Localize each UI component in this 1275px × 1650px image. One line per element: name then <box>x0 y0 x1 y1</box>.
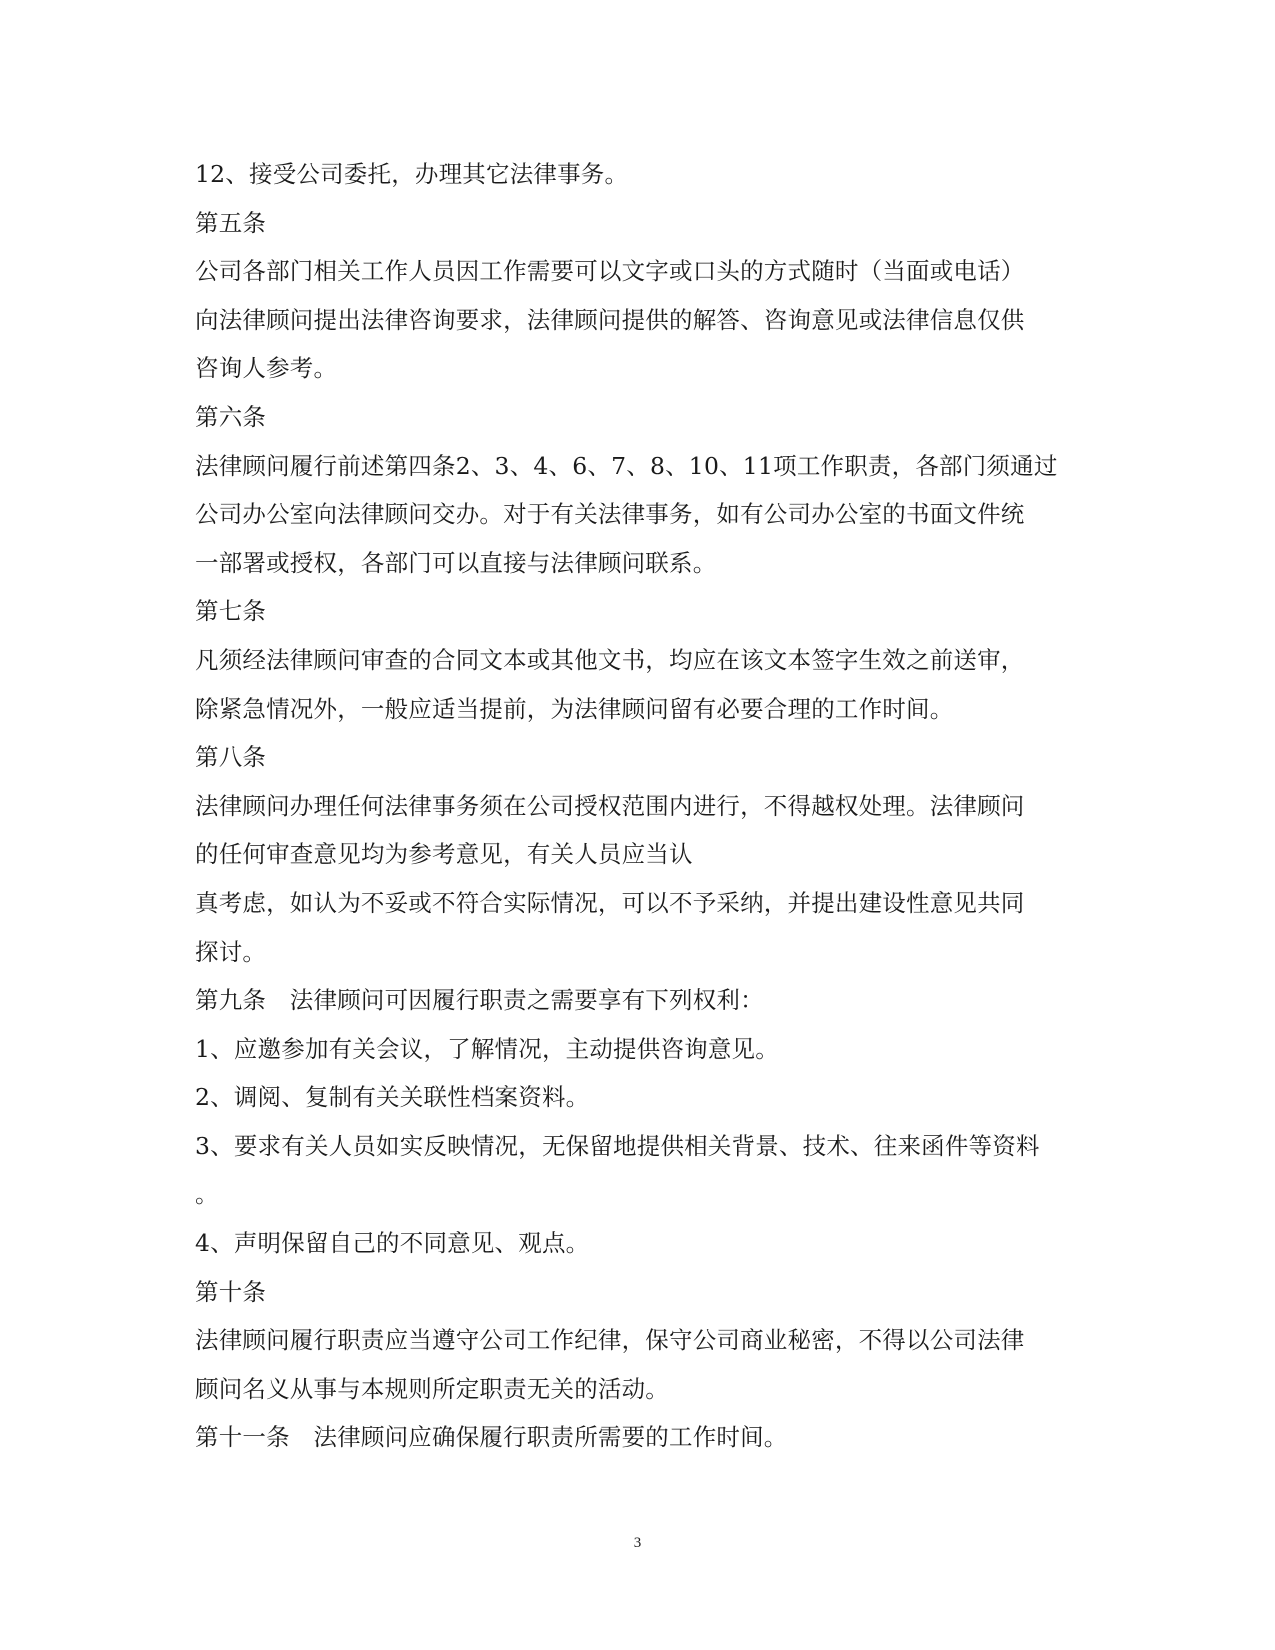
list-item: 1、应邀参加有关会议，了解情况，主动提供咨询意见。 <box>195 1034 779 1063</box>
text-line: 顾问名义从事与本规则所定职责无关的活动。 <box>195 1374 669 1403</box>
list-item: 3、要求有关人员如实反映情况，无保留地提供相关背景、技术、往来函件等资料 <box>195 1131 1040 1160</box>
text-line: 法律顾问履行前述第四条2、3、4、6、7、8、10、11项工作职责，各部门须通过 <box>195 451 1058 480</box>
text-line: 除紧急情况外，一般应适当提前，为法律顾问留有必要合理的工作时间。 <box>195 694 954 723</box>
text-line: 法律顾问办理任何法律事务须在公司授权范围内进行，不得越权处理。法律顾问 <box>195 791 1025 820</box>
text-line: 探讨。 <box>195 937 267 966</box>
text-line: 12、接受公司委托，办理其它法律事务。 <box>195 160 629 188</box>
article-heading: 第七条 <box>195 597 267 626</box>
article-heading: 第十一条 法律顾问应确保履行职责所需要的工作时间。 <box>195 1423 788 1452</box>
text-line: 凡须经法律顾问审查的合同文本或其他文书，均应在该文本签字生效之前送审， <box>195 645 1025 674</box>
text-line: 公司各部门相关工作人员因工作需要可以文字或口头的方式随时（当面或电话） <box>195 257 1025 286</box>
article-heading: 第九条 法律顾问可因履行职责之需要享有下列权利： <box>195 986 764 1015</box>
text-line: 咨询人参考。 <box>195 354 338 383</box>
article-heading: 第十条 <box>195 1277 267 1306</box>
article-heading: 第六条 <box>195 402 267 431</box>
article-heading: 第五条 <box>195 208 267 237</box>
text-line: 法律顾问履行职责应当遵守公司工作纪律，保守公司商业秘密，不得以公司法律 <box>195 1326 1025 1355</box>
text-line: 公司办公室向法律顾问交办。对于有关法律事务，如有公司办公室的书面文件统 <box>195 500 1025 529</box>
page-number: 3 <box>633 1535 642 1551</box>
list-item: 4、声明保留自己的不同意见、观点。 <box>195 1229 590 1258</box>
text-line: 真考虑，如认为不妥或不符合实际情况，可以不予采纳，并提出建设性意见共同 <box>195 888 1025 917</box>
text-line: 。 <box>195 1180 219 1209</box>
article-heading: 第八条 <box>195 743 267 772</box>
text-line: 向法律顾问提出法律咨询要求，法律顾问提供的解答、咨询意见或法律信息仅供 <box>195 305 1025 334</box>
text-line: 的任何审查意见均为参考意见，有关人员应当认 <box>195 840 693 869</box>
list-item: 2、调阅、复制有关关联性档案资料。 <box>195 1083 590 1112</box>
document-body <box>195 150 1095 1462</box>
text-line: 一部署或授权，各部门可以直接与法律顾问联系。 <box>195 548 717 577</box>
